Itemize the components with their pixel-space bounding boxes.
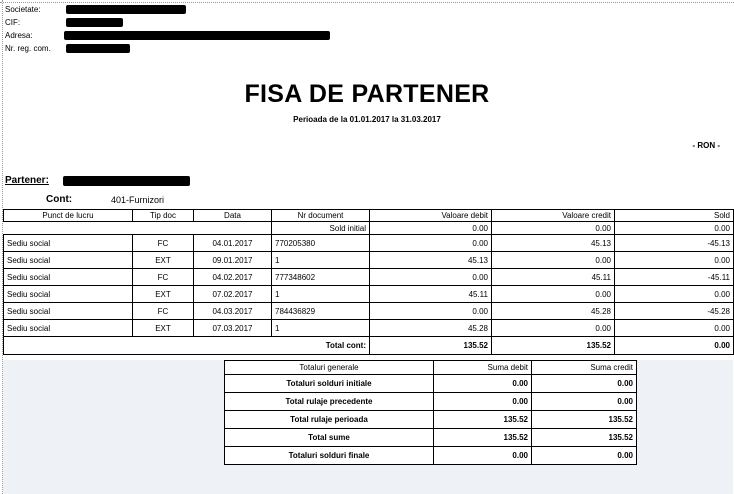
total-sold: 0.00 — [615, 337, 734, 355]
empty-cell — [194, 337, 272, 355]
redacted-address — [64, 31, 330, 40]
initial-credit: 0.00 — [492, 222, 615, 235]
table-row — [4, 269, 734, 286]
empty-cell — [133, 222, 194, 235]
period-range: Perioada de la 01.01.2017 la 31.03.2017 — [293, 115, 441, 124]
row-tip: EXT — [133, 252, 194, 269]
header-data: Data — [194, 210, 272, 222]
totals-row-label: Totaluri solduri finale — [225, 447, 434, 465]
totals-header-label: Totaluri generale — [225, 361, 434, 375]
row-data: 07.02.2017 — [194, 286, 272, 303]
totals-row-debit: 0.00 — [434, 447, 532, 465]
currency-label: - RON - — [692, 141, 720, 150]
row-tip: FC — [133, 269, 194, 286]
row-debit: 0.00 — [370, 303, 492, 320]
header-nr-document: Nr document — [272, 210, 370, 222]
totals-row — [225, 375, 637, 393]
totals-row-debit: 0.00 — [434, 393, 532, 411]
row-credit: 0.00 — [492, 320, 615, 337]
table-row — [4, 286, 734, 303]
empty-cell — [4, 337, 133, 355]
redacted-regcom — [66, 44, 130, 53]
totals-row — [225, 429, 637, 447]
row-data: 07.03.2017 — [194, 320, 272, 337]
totals-row-credit: 0.00 — [532, 375, 637, 393]
row-nr: 1 — [272, 320, 370, 337]
totals-row-credit: 135.52 — [532, 411, 637, 429]
partner-ledger-table — [3, 209, 734, 355]
row-data: 04.01.2017 — [194, 235, 272, 252]
header-valoare-credit: Valoare credit — [492, 210, 615, 222]
row-credit: 45.11 — [492, 269, 615, 286]
row-credit: 0.00 — [492, 286, 615, 303]
company-name-row — [5, 3, 51, 16]
table-row — [4, 235, 734, 252]
table-row — [4, 252, 734, 269]
totals-header-row — [225, 361, 637, 375]
row-punct: Sediu social — [4, 269, 133, 286]
empty-cell — [133, 337, 194, 355]
header-punct-lucru: Punct de lucru — [4, 210, 133, 222]
row-data: 04.03.2017 — [194, 303, 272, 320]
row-debit: 0.00 — [370, 269, 492, 286]
account-value: 401-Furnizori — [111, 195, 165, 205]
initial-sold: 0.00 — [615, 222, 734, 235]
row-credit: 0.00 — [492, 252, 615, 269]
initial-balance-row — [4, 222, 734, 235]
general-totals-table — [224, 360, 637, 465]
company-cif-row — [5, 16, 51, 29]
row-tip: EXT — [133, 286, 194, 303]
page-border-top — [0, 2, 734, 3]
company-cif-label: CIF: — [5, 18, 21, 27]
row-nr: 784436829 — [272, 303, 370, 320]
empty-cell — [4, 222, 133, 235]
row-sold: 0.00 — [615, 320, 734, 337]
row-sold: 0.00 — [615, 286, 734, 303]
table-row — [4, 320, 734, 337]
header-sold: Sold — [615, 210, 734, 222]
initial-balance-label: Sold initial — [272, 222, 370, 235]
totals-row-debit: 135.52 — [434, 429, 532, 447]
header-tip-doc: Tip doc — [133, 210, 194, 222]
totals-row-debit: 135.52 — [434, 411, 532, 429]
account-label: Cont: — [46, 194, 73, 205]
row-nr: 770205380 — [272, 235, 370, 252]
row-punct: Sediu social — [4, 286, 133, 303]
row-data: 09.01.2017 — [194, 252, 272, 269]
totals-row-debit: 0.00 — [434, 375, 532, 393]
row-sold: -45.28 — [615, 303, 734, 320]
row-debit: 45.13 — [370, 252, 492, 269]
totals-row-label: Total sume — [225, 429, 434, 447]
totals-header-debit: Suma debit — [434, 361, 532, 375]
totals-row-credit: 135.52 — [532, 429, 637, 447]
row-credit: 45.13 — [492, 235, 615, 252]
company-regcom-label: Nr. reg. com. — [5, 44, 51, 53]
row-punct: Sediu social — [4, 320, 133, 337]
total-account-row — [4, 337, 734, 355]
totals-row-label: Total rulaje perioada — [225, 411, 434, 429]
row-credit: 45.28 — [492, 303, 615, 320]
totals-row-label: Totaluri solduri initiale — [225, 375, 434, 393]
totals-row — [225, 411, 637, 429]
redacted-cif — [66, 18, 123, 27]
total-debit: 135.52 — [370, 337, 492, 355]
row-tip: FC — [133, 303, 194, 320]
row-debit: 0.00 — [370, 235, 492, 252]
partner-label: Partener: — [5, 175, 49, 186]
company-info — [5, 3, 51, 55]
redacted-partner-name — [63, 176, 190, 186]
row-punct: Sediu social — [4, 252, 133, 269]
totals-row-credit: 0.00 — [532, 447, 637, 465]
company-regcom-row — [5, 42, 51, 55]
row-debit: 45.11 — [370, 286, 492, 303]
company-address-label: Adresa: — [5, 31, 33, 40]
row-punct: Sediu social — [4, 235, 133, 252]
row-nr: 1 — [272, 286, 370, 303]
row-tip: EXT — [133, 320, 194, 337]
redacted-company-name — [66, 5, 186, 14]
row-nr: 1 — [272, 252, 370, 269]
company-address-row — [5, 29, 51, 42]
row-tip: FC — [133, 235, 194, 252]
document-title: FISA DE PARTENER — [244, 80, 490, 108]
totals-header-credit: Suma credit — [532, 361, 637, 375]
company-name-label: Societate: — [5, 5, 41, 14]
row-punct: Sediu social — [4, 303, 133, 320]
row-debit: 45.28 — [370, 320, 492, 337]
row-data: 04.02.2017 — [194, 269, 272, 286]
total-credit: 135.52 — [492, 337, 615, 355]
totals-row-credit: 0.00 — [532, 393, 637, 411]
header-valoare-debit: Valoare debit — [370, 210, 492, 222]
table-row — [4, 303, 734, 320]
totals-row — [225, 447, 637, 465]
initial-debit: 0.00 — [370, 222, 492, 235]
totals-row-label: Total rulaje precedente — [225, 393, 434, 411]
row-sold: -45.13 — [615, 235, 734, 252]
totals-row — [225, 393, 637, 411]
row-sold: 0.00 — [615, 252, 734, 269]
total-account-label: Total cont: — [272, 337, 370, 355]
table-header-row — [4, 210, 734, 222]
row-sold: -45.11 — [615, 269, 734, 286]
row-nr: 777348602 — [272, 269, 370, 286]
empty-cell — [194, 222, 272, 235]
